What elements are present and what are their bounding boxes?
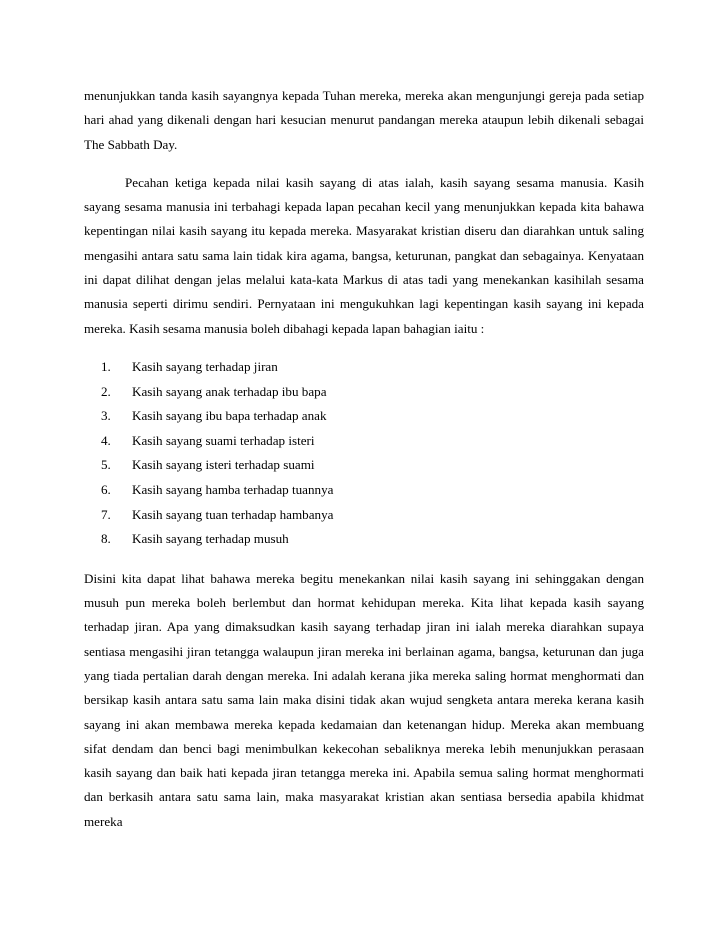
- list-item-text: Kasih sayang terhadap musuh: [132, 531, 289, 547]
- list-item-number: 8.: [101, 531, 111, 547]
- list-item-number: 6.: [101, 481, 111, 497]
- list-item-number: 1.: [101, 358, 111, 374]
- list-item-text: Kasih sayang hamba terhadap tuannya: [132, 481, 334, 497]
- list-item: [84, 478, 644, 503]
- list-item: [84, 404, 644, 429]
- list-item: [84, 355, 644, 380]
- paragraph-1: menunjukkan tanda kasih sayangnya kepada Tuhan mereka, mereka akan mengunjungi gereja pada setiap hari ahad yang dikenali dengan hari kesucian menurut pandangan mereka ataupun lebih dikenali sebagai The Sabbath Day.: [84, 88, 644, 152]
- list-item-text: Kasih sayang terhadap jiran: [132, 358, 278, 374]
- list-item: [84, 453, 644, 478]
- list-item-text: Kasih sayang isteri terhadap suami: [132, 457, 315, 473]
- list-item: [84, 380, 644, 405]
- document-page: [84, 84, 644, 834]
- list-item-number: 2.: [101, 383, 111, 399]
- list-item: [84, 429, 644, 454]
- list-item-number: 3.: [101, 408, 111, 424]
- list-item-number: 5.: [101, 457, 111, 473]
- list-item-text: Kasih sayang tuan terhadap hambanya: [132, 506, 334, 522]
- list-item: [84, 527, 644, 552]
- numbered-list: [84, 355, 644, 552]
- paragraph-3: Disini kita dapat lihat bahawa mereka begitu menekankan nilai kasih sayang ini sehinggakan dengan musuh pun mereka boleh berlembut dan hormat kehidupan mereka. Kita lihat kepada kasih sayang terhadap jiran. Apa yang dimaksudkan kasih sayang terhadap jiran ini ialah mereka diarahkan supaya sentiasa mengasihi jiran tetangga walaupun jiran mereka ini berlainan agama, bangsa, keturunan dan juga yang tiada pertalian darah dengan mereka. Ini adalah kerana jika mereka saling hormat menghormati dan bersikap kasih antara satu sama lain maka disini tidak akan wujud sengketa antara mereka kerana kasih sayang ini akan membawa mereka kepada kedamaian dan ketenangan hidup. Mereka akan membuang sifat dendam dan benci bagi menimbulkan kekecohan sebaliknya mereka lebih menunjukkan perasaan kasih sayang dan baik hati kepada jiran tetangga mereka ini. Apabila semua saling hormat menghormati dan berkasih antara satu sama lain, maka masyarakat kristian akan sentiasa bersedia apabila khidmat mereka: [84, 570, 644, 829]
- list-item-text: Kasih sayang suami terhadap isteri: [132, 432, 315, 448]
- list-item-text: Kasih sayang anak terhadap ibu bapa: [132, 383, 327, 399]
- list-item: [84, 503, 644, 528]
- list-item-number: 4.: [101, 432, 111, 448]
- list-item-text: Kasih sayang ibu bapa terhadap anak: [132, 408, 327, 424]
- list-item-number: 7.: [101, 506, 111, 522]
- paragraph-2: Pecahan ketiga kepada nilai kasih sayang di atas ialah, kasih sayang sesama manusia. Kasih sayang sesama manusia ini terbahagi kepada lapan pecahan kecil yang menunjukkan kepada kita bahawa kepentingan nilai kasih sayang itu kepada mereka. Masyarakat kristian diseru dan diarahkan untuk saling mengasihi antara satu sama lain tidak kira agama, bangsa, keturunan, pangkat dan sebagainya. Kenyataan ini dapat dilihat dengan jelas melalui kata-kata Markus di atas tadi yang menekankan kasihilah sesama manusia seperti dirimu sendiri. Pernyataan ini mengukuhkan lagi kepentingan kasih sayang ini kepada mereka. Kasih sesama manusia boleh dibahagi kepada lapan bahagian iaitu :: [84, 174, 644, 336]
